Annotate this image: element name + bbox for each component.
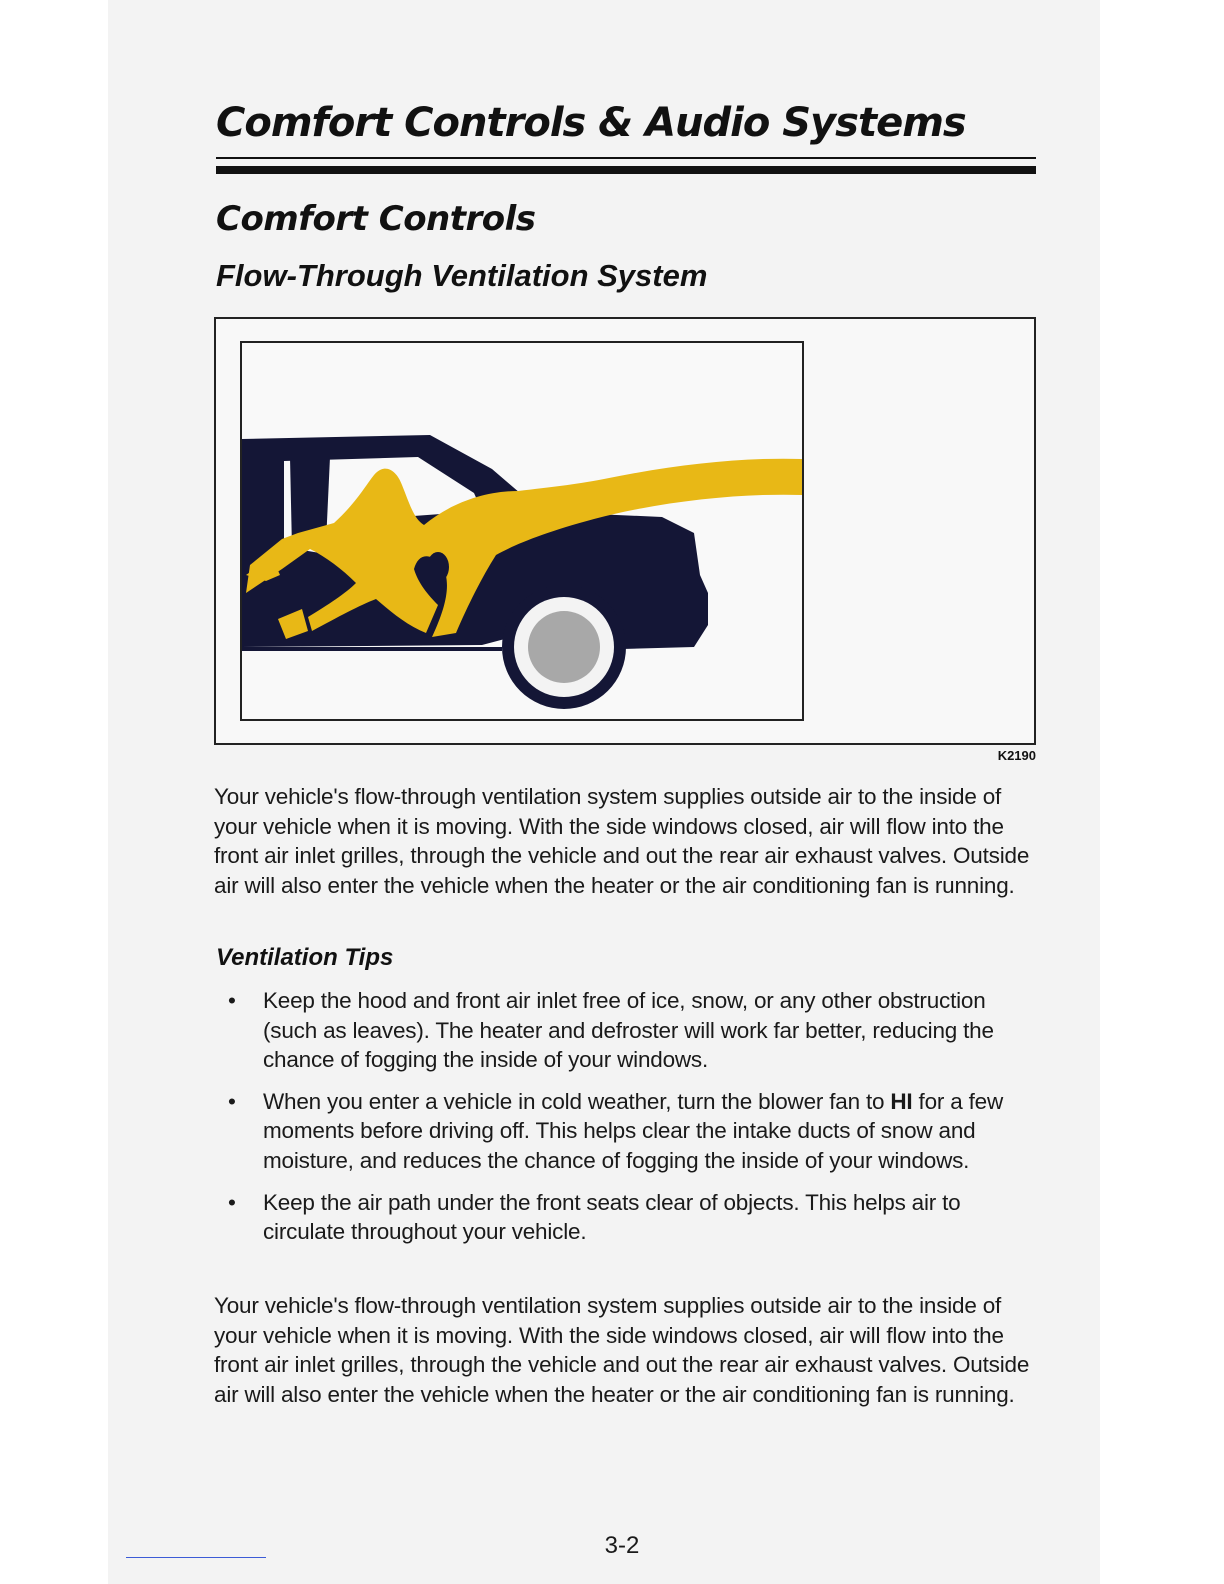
page-number: 3-2 xyxy=(604,1532,640,1559)
tip-item-hood xyxy=(228,986,1018,1075)
chapter-title: Comfort Controls & Audio Systems xyxy=(216,100,966,146)
ventilation-tips-list xyxy=(228,986,1018,1259)
tip-text-hi-setting: HI xyxy=(890,1088,913,1114)
tip-item-air-path xyxy=(228,1188,1018,1247)
subsection-title: Flow-Through Ventilation System xyxy=(216,258,708,293)
section-title: Comfort Controls xyxy=(216,199,536,239)
intro-paragraph: Your vehicle's flow-through ventilation system supplies outside air to the inside of your vehicle when it is moving. With the side windows closed, air will flow into the front air inlet grilles, through the vehicle and out the rear air exhaust valves. Outside air will also enter the vehicle when the heater or the air conditioning fan is running. xyxy=(214,784,1030,898)
tip-text: Keep the air path under the front seats clear of objects. This helps air to circulate throughout your vehicle. xyxy=(263,1189,961,1245)
chapter-rule-thick xyxy=(216,166,1036,174)
chapter-rule-thin xyxy=(216,157,1036,159)
bullet-icon: • xyxy=(228,1088,236,1114)
tip-item-blower-fan xyxy=(228,1087,1018,1176)
tip-text-start: When you enter a vehicle in cold weather, turn the blower fan to xyxy=(263,1088,891,1114)
wheel-hubcap-shape xyxy=(528,611,600,683)
ventilation-tips-heading: Ventilation Tips xyxy=(216,944,394,971)
vehicle-airflow-illustration xyxy=(242,343,802,719)
footer-link-underline xyxy=(126,1557,266,1558)
bullet-icon: • xyxy=(228,1189,236,1215)
ventilation-illustration xyxy=(240,341,804,721)
tip-text-end: for a few moments before driving off. This helps clear the intake ducts of snow and moisture, and reduces the chance of fogging the inside of your windows. xyxy=(263,1088,1004,1173)
vehicle-lower-edge xyxy=(242,647,502,651)
closing-paragraph: Your vehicle's flow-through ventilation system supplies outside air to the inside of your vehicle when it is moving. With the side windows closed, air will flow into the front air inlet grilles, through the vehicle and out the rear air exhaust valves. Outside air will also enter the vehicle when the heater or the air conditioning fan is running. xyxy=(214,1293,1030,1407)
tip-text: Keep the hood and front air inlet free of ice, snow, or any other obstruction (such as leaves). The heater and defroster will work far better, reducing the chance of fogging the inside of your windows. xyxy=(263,988,994,1073)
side-mirror-shape xyxy=(427,552,449,582)
ventilation-figure-frame xyxy=(214,317,1036,745)
bullet-icon: • xyxy=(228,988,236,1013)
figure-code-label: K2190 xyxy=(997,748,1036,763)
